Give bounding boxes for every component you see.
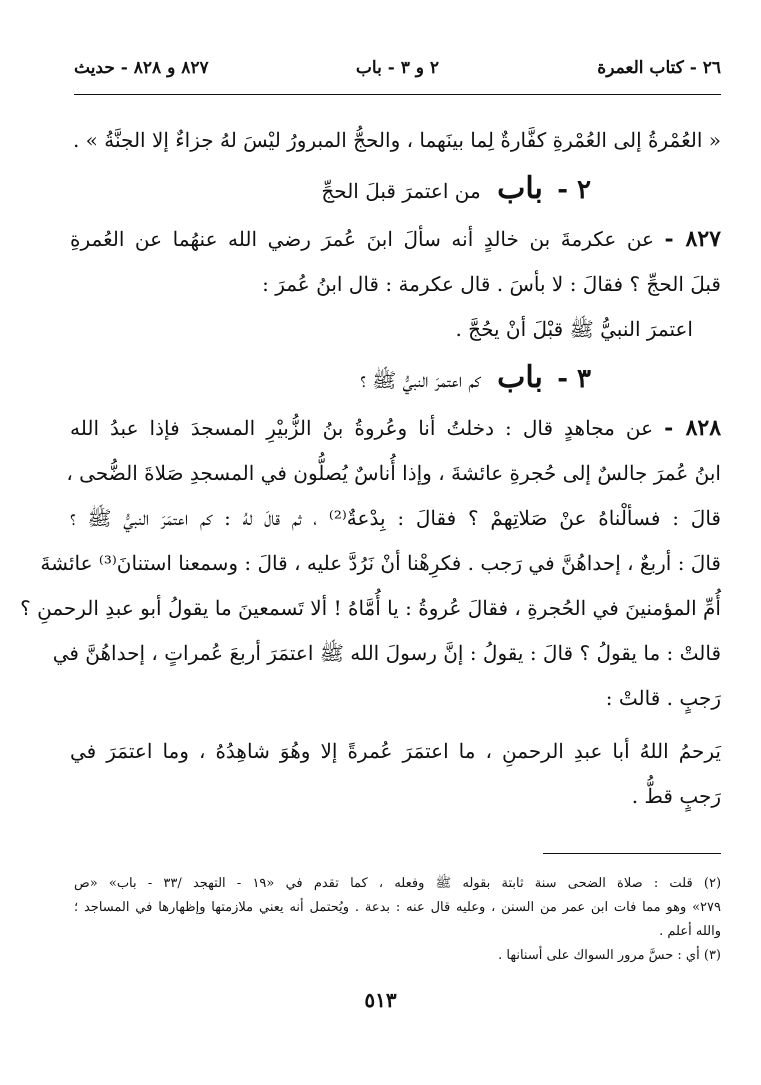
hadith-828-line-7: رَجبٍ . قالتْ :: [605, 686, 721, 710]
chapter-3-heading: [70, 352, 721, 406]
chapter-2-heading: [70, 163, 721, 217]
header-divider: [74, 94, 721, 95]
hadith-828-line-6: قالتْ : ما يقولُ ؟ قالَ : يقولُ : إنَّ رسولَ الله ﷺ اعتمَرَ أربعَ عُمراتٍ ، إحداهُنَّ في: [52, 641, 721, 665]
hadith-828-line-2: ابنُ عُمرَ جالسٌ إلى حُجرةِ عائشةَ ، وإذا أُناسٌ يُصلُّون في المسجدِ صَلاةَ الضُّحى ،: [66, 461, 721, 485]
footnote-2-line-1: (٢) قلت : صلاة الضحى سنة ثابتة بقوله ﷺ وفعله ، كما تقدم في «١٩ - التهجد /٣٣ - باب» «ص: [74, 876, 722, 891]
hadith-827-number: ٨٢٧ -: [664, 226, 721, 252]
intro-hadith-line: « العُمْرةُ إلى العُمْرةِ كفَّارةٌ لِما بينَهما ، والحجُّ المبرورُ ليْسَ لهُ جزاءٌ إلا الجنَّةُ » .: [72, 128, 721, 152]
chapter-2-title: من اعتمرَ قبلَ الحجِّ: [321, 179, 481, 203]
running-header: [74, 58, 721, 86]
header-book-title: ٢٦ - كتاب العمرة: [597, 58, 721, 78]
hadith-828-line-4: قالَ : أربعٌ ، إحداهُنَّ في رَجب . فكرِهْنا أنْ نَرُدَّ عليه ، قالَ : وسمعنا استنانَ⁽³⁾ عائشةَ: [40, 551, 721, 575]
hadith-828-number: ٨٢٨ -: [664, 415, 722, 441]
footnote-3-line-1: (٣) أي : حسَّ مرور السواك على أسنانها .: [498, 948, 721, 963]
chapter-3-title: كم اعتمرَ النبيُّ ﷺ ؟: [360, 368, 481, 392]
chapter-3-number: ٣ -: [557, 364, 591, 394]
footnote-divider: [543, 853, 721, 854]
chapter-3-word: باب: [497, 360, 543, 395]
page-number: ٥١٣: [364, 988, 397, 1012]
hadith-828-quote-line-2: رَجبٍ قطُّ .: [631, 784, 721, 808]
header-chapter: ٢ و ٣ - باب: [355, 58, 440, 78]
hadith-827-line-2: قبلَ الحجِّ ؟ فقالَ : لا بأسَ . قال عكرمة : قال ابنُ عُمرَ :: [262, 272, 721, 296]
hadith-827-line-1: [70, 217, 721, 262]
hadith-828-line-5: أُمِّ المؤمنينَ في الحُجرةِ ، فقالَ عُروةُ : يا أُمَّاهُ ! ألا تَسمعينَ ما يقولُ أبو عبدِ الرحمنِ ؟: [20, 596, 721, 620]
footnote-2-line-2: ٢٧٩» وهو مما فات ابن عمر من السنن ، وعليه قال عنه : بدعة . ويُحتمل أنه يعني ملازمتها وإظهارها في المساجد ؛: [74, 900, 721, 915]
hadith-827-line-3: اعتمرَ النبيُّ ﷺ قبْلَ أنْ يحُجَّ .: [455, 317, 693, 341]
hadith-827-text-1: عن عكرمةَ بن خالدٍ أنه سألَ ابنَ عُمرَ رضي الله عنهُما عن العُمرةِ: [70, 227, 654, 251]
footnotes: [74, 872, 721, 968]
hadith-828-text-1: عن مجاهدٍ قال : دخلتُ أنا وعُروةُ بنُ الزُّبيْرِ المسجدَ فإذا عبدُ الله: [70, 416, 654, 440]
hadith-828-line-3: قالَ : فسألْناهُ عنْ صَلاتِهمْ ؟ فقالَ : بِدْعةٌ⁽²⁾ ، ثم قالَ لهُ : كم اعتمَرَ النبيُّ ﷺ ؟: [70, 506, 721, 530]
hadith-828-quote-line-1: يَرحمُ اللهُ أبا عبدِ الرحمنِ ، ما اعتمَرَ عُمرةً إلا وهُوَ شاهِدُهُ ، وما اعتمَرَ في: [70, 739, 721, 763]
footnote-2-line-3: والله أعلم .: [659, 924, 721, 939]
header-hadith-range: ٨٢٧ و ٨٢٨ - حديث: [74, 58, 209, 78]
chapter-2-word: باب: [497, 171, 543, 206]
main-text: [20, 118, 722, 819]
hadith-828-line-1: [70, 406, 721, 451]
chapter-2-number: ٢ -: [557, 175, 591, 205]
